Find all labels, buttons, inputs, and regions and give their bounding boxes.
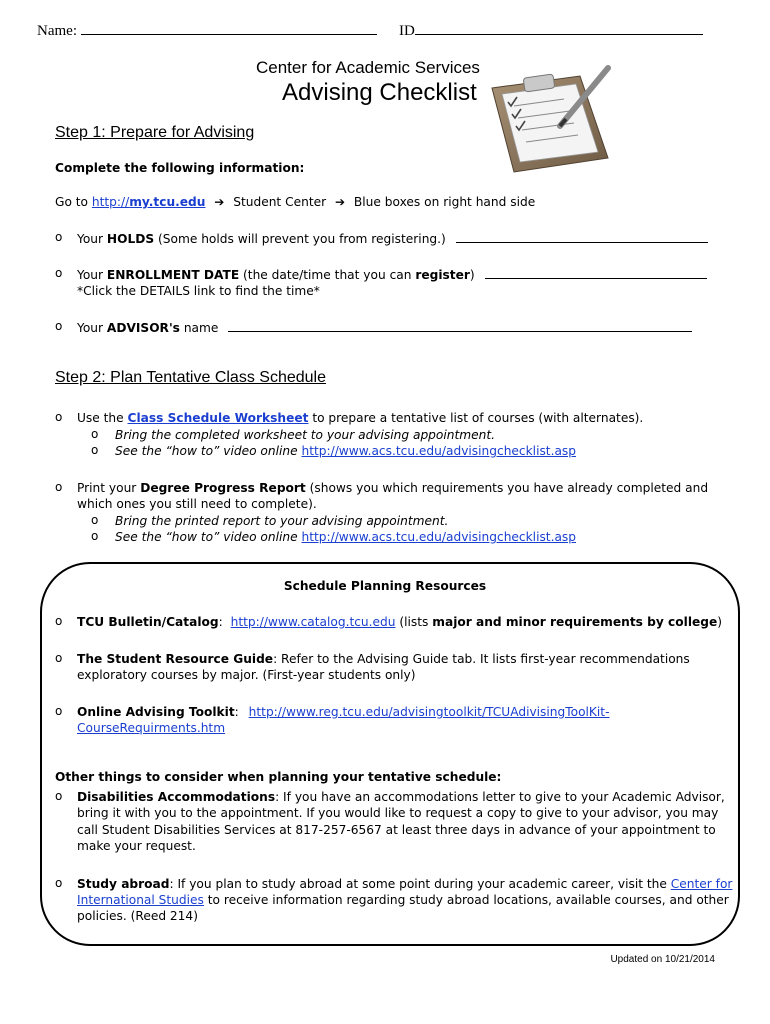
item2-sub2-text: See the “how to” video online (115, 530, 298, 544)
s-l2: to receive information regarding study abroad locations, available courses, and other (207, 893, 729, 907)
checkbox-bullet-icon[interactable]: o (55, 876, 63, 890)
r3-colon: : (234, 705, 239, 719)
checkbox-bullet-icon[interactable]: o (55, 651, 63, 665)
goto-prefix: Go to (55, 195, 89, 209)
sub-bullet-icon: o (91, 529, 99, 543)
catalog-link[interactable]: http://www.catalog.tcu.edu (230, 615, 396, 629)
checkbox-bullet-icon[interactable]: o (55, 614, 63, 628)
holds-item (77, 230, 708, 247)
advisor-item (77, 319, 692, 336)
step1-heading: Step 1: Prepare for Advising (55, 124, 255, 141)
r1-colon: : (218, 615, 223, 629)
right-arrow-icon: ➔ (334, 195, 346, 209)
enroll-mid: (the date/time that you can (243, 268, 412, 282)
enroll-bold: ENROLLMENT DATE (106, 268, 240, 282)
item2-sub2 (115, 529, 576, 545)
r1-bold: TCU Bulletin/Catalog (77, 615, 219, 629)
enroll-pre: Your (77, 268, 104, 282)
id-field[interactable] (399, 22, 703, 40)
item2-rest: (shows you which requirements you have already completed and (309, 481, 709, 495)
study-abroad-item (77, 876, 732, 892)
r1-end: ) (717, 615, 723, 629)
checkbox-bullet-icon[interactable]: o (55, 789, 63, 803)
s-bold: Study abroad (77, 877, 170, 891)
video-link[interactable]: http://www.acs.tcu.edu/advisingchecklist.asp (301, 530, 577, 544)
r2-bold: The Student Resource Guide (77, 652, 274, 666)
d-l2: bring it with you to the appointment. If you would like to request a copy to give to your advisor, you may (77, 806, 719, 820)
r2-line2: exploratory courses by major. (First-year students only) (77, 668, 416, 682)
holds-blank[interactable] (456, 230, 708, 243)
sub-bullet-icon: o (91, 513, 99, 527)
d-l4: make your request. (77, 839, 196, 853)
holds-rest: (Some holds will prevent you from registering.) (158, 232, 446, 246)
d-bold: Disabilities Accommodations (77, 790, 276, 804)
resources-title: Schedule Planning Resources (283, 579, 487, 593)
item1-rest: to prepare a tentative list of courses (with alternates). (312, 411, 644, 425)
degree-report-item (77, 480, 708, 496)
advisor-blank[interactable] (228, 319, 692, 332)
r3-bold: Online Advising Toolkit (77, 705, 235, 719)
step1-subheading: Complete the following information: (55, 161, 305, 175)
s-line2 (77, 892, 729, 908)
toolkit-link-cont[interactable]: CourseRequirments.htm (77, 721, 226, 735)
goto-line (55, 194, 535, 210)
step2-heading: Step 2: Plan Tentative Class Schedule (55, 369, 326, 386)
bulletin-item (77, 614, 722, 630)
item2-sub1: Bring the printed report to your advising appointment. (115, 514, 449, 528)
sub-bullet-icon: o (91, 443, 99, 457)
item2-pre: Print your (77, 481, 137, 495)
item1-sub2 (115, 443, 576, 459)
checkbox-bullet-icon[interactable]: o (55, 704, 63, 718)
clipboard-icon (484, 62, 616, 174)
r1-bold2: major and minor requirements by college (432, 615, 718, 629)
item2-line2: which ones you still need to complete). (77, 497, 317, 511)
cis-link[interactable]: Center for (670, 877, 733, 891)
toolkit-item (77, 704, 609, 720)
item1-pre: Use the (77, 411, 124, 425)
id-label: ID (399, 23, 415, 39)
checkbox-bullet-icon[interactable]: o (55, 319, 63, 333)
d-l3: call Student Disabilities Services at 817-257-6567 at least three days in advance of your appointment to (77, 823, 716, 837)
student-center-text: Student Center (233, 195, 327, 209)
mytcu-link[interactable] (92, 195, 206, 209)
enroll-note: *Click the DETAILS link to find the time* (77, 284, 320, 298)
toolkit-link[interactable]: http://www.reg.tcu.edu/advisingtoolkit/TCUAdivisingToolKit- (248, 705, 610, 719)
checkbox-bullet-icon[interactable]: o (55, 266, 63, 280)
cis-link-cont[interactable]: International Studies (77, 893, 204, 907)
updated-date: Updated on 10/21/2014 (610, 954, 715, 965)
center-title: Center for Academic Services (256, 58, 480, 77)
enrollment-item (77, 266, 707, 283)
holds-bold: HOLDS (106, 232, 155, 246)
d-l1: : If you have an accommodations letter to give to your Academic Advisor, (275, 790, 725, 804)
checkbox-bullet-icon[interactable]: o (55, 230, 63, 244)
name-field[interactable] (37, 22, 377, 40)
advisor-pre: Your (77, 321, 104, 335)
name-label: Name: (37, 23, 77, 39)
name-blank[interactable] (81, 22, 377, 35)
checkbox-bullet-icon[interactable]: o (55, 410, 63, 424)
enroll-end: ) (469, 268, 475, 282)
holds-pre: Your (77, 232, 104, 246)
page-title: Advising Checklist (282, 79, 477, 106)
right-arrow-icon: ➔ (214, 195, 225, 209)
r1-mid: (lists (399, 615, 429, 629)
s-l3: policies. (Reed 214) (77, 909, 198, 923)
advisor-rest: name (183, 321, 219, 335)
other-heading: Other things to consider when planning your tentative schedule: (55, 770, 502, 784)
video-link[interactable]: http://www.acs.tcu.edu/advisingchecklist.asp (301, 444, 577, 458)
checkbox-bullet-icon[interactable]: o (55, 480, 63, 494)
mytcu-link-prefix: http:// (91, 195, 130, 209)
advisor-bold: ADVISOR's (106, 321, 180, 335)
enroll-bold2: register (415, 268, 470, 282)
worksheet-item (77, 410, 643, 426)
resource-guide-item (77, 651, 690, 667)
disabilities-item (77, 789, 725, 805)
class-schedule-worksheet-link[interactable]: Class Schedule Worksheet (127, 411, 309, 425)
r2-rest: : Refer to the Advising Guide tab. It lists first-year recommendations (273, 652, 690, 666)
enrollment-blank[interactable] (485, 266, 707, 279)
mytcu-link-domain: my.tcu.edu (129, 195, 206, 209)
s-l1: : If you plan to study abroad at some point during your academic career, visit the (169, 877, 667, 891)
item1-sub1: Bring the completed worksheet to your advising appointment. (115, 428, 496, 442)
item1-sub2-text: See the “how to” video online (115, 444, 298, 458)
sub-bullet-icon: o (91, 427, 99, 441)
id-blank[interactable] (415, 22, 703, 35)
item2-bold: Degree Progress Report (140, 481, 306, 495)
blue-boxes-text: Blue boxes on right hand side (353, 195, 536, 209)
